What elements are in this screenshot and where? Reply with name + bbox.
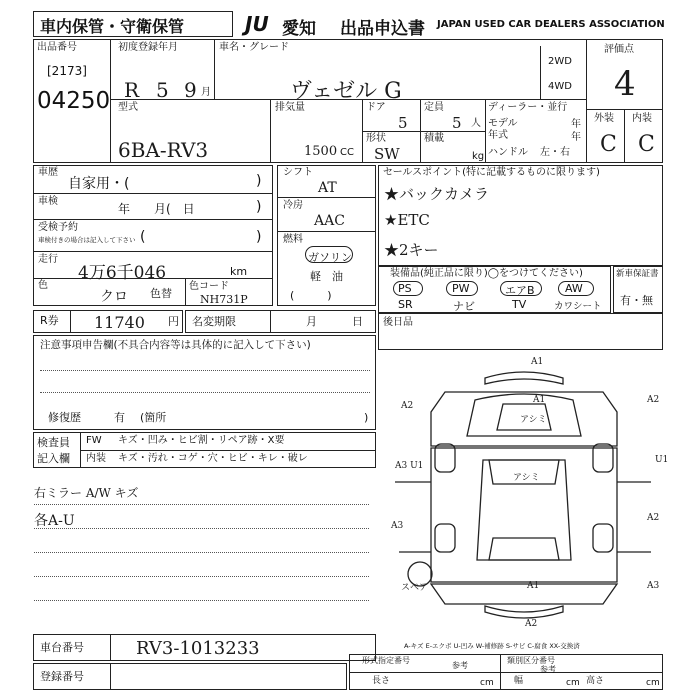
spec-length: 長さ [372,676,391,686]
diagram-label-a1-rear: A1 [527,581,540,591]
recycle-value: 11740 [94,313,145,332]
history-value: 自家用・( [68,176,130,192]
inspection-label: 車検 [38,196,58,207]
recycle-label: R券 [40,314,59,327]
fuel-gas: ガソリン [308,251,352,264]
diagram-label-a2-rear: A2 [525,619,538,629]
diagram-label-a2-left: A2 [401,401,414,411]
mileage-label: 走行 [38,254,58,265]
history-close: ) [256,173,262,189]
class-label: 類別区分番号 [507,656,555,665]
equip-navi: ナビ [453,300,475,313]
inspector-row2-items: キズ・汚れ・コゲ・穴・ヒビ・キレ・破レ [118,453,308,464]
year-label: 年式 [488,130,508,141]
drive-4wd: 4WD [548,81,572,92]
receive-label: 受検予約 [38,222,78,233]
int-label: 内装 [632,113,652,124]
inspector-row2-label: 内装 [86,453,106,464]
car-damage-diagram [385,352,669,629]
repair-paren: (箇所 [140,411,167,424]
color-code-label: 色コード [189,281,229,292]
shape-value: SW [374,145,400,163]
notes-label: 注意事項申告欄(不具合内容等は具体的に記入して下さい) [40,339,311,351]
weight-unit: kg [472,151,485,162]
receive-open: ( [140,229,146,245]
diagram-label-u1-right: U1 [655,455,669,465]
class-ref: 参考 [540,665,556,674]
ext-grade: C [600,132,617,157]
shift-value: AT [318,180,337,196]
ju-logo: JU [245,12,269,36]
diagram-label-a2-right: A2 [647,395,660,405]
fuel-label: 燃料 [283,234,303,245]
title-box-text: 車内保管・守衛保管 [40,17,185,36]
equip-tv: TV [512,298,527,311]
repair-value: 有 [114,411,125,424]
fuel-paren: ( ) [290,289,332,302]
displacement-unit: CC [340,147,354,158]
equip-seat: カワシート [554,301,602,312]
int-grade: C [638,132,655,157]
drive-2wd: 2WD [548,56,572,67]
spec-label: 形式指定番号 [362,656,410,665]
car-name-value: ヴェゼル G [290,79,402,104]
inspector-label-2: 記入欄 [37,452,70,465]
color-label: 色 [38,280,48,291]
registration-era: R [124,78,140,102]
repair-label: 修復歴 [48,411,81,424]
spec-width-unit: cm [566,678,580,688]
doors-label: ドア [366,102,386,113]
doors-value: 5 [398,114,408,132]
recycle-unit: 円 [168,315,179,328]
sales-point-1: ★バックカメラ [384,185,490,203]
spec-ref: 参考 [452,661,468,670]
diagram-label-a3-left: A3 U1 [395,461,424,471]
equip-ps: PS [398,282,412,295]
lot-number: 04250 [37,88,111,114]
equip-aw: AW [565,282,583,295]
color-value: クロ [100,289,128,305]
color-code-value: NH731P [200,293,248,306]
weight-label: 積載 [424,133,444,144]
fuel-diesel: 軽 油 [310,270,343,283]
spec-length-unit: cm [480,678,494,688]
diagram-label-a3-rear: A3 [647,581,660,591]
inspection-close: ) [256,199,262,215]
model-value: 6BA-RV3 [118,138,209,162]
warranty-label: 新車保証書 [616,269,659,279]
chassis-value: RV3-1013233 [136,638,260,659]
lot-sub-number: [2173] [47,64,87,78]
inspector-row1-label: FW [86,435,102,446]
sales-points-label: セールスポイント(特に記載するものに限ります) [383,167,600,178]
hand-note-1: 右ミラー A/W キズ [34,486,139,500]
diagram-label-ashimi-front: アシミ [520,415,547,425]
shift-label: シフト [283,167,313,178]
capacity-label: 定員 [424,102,444,113]
tax-month: 月 [306,315,317,328]
spec-height-unit: cm [646,678,660,688]
brand-name: 愛知 [282,19,316,39]
hand-note-2: 各A-U [34,513,75,529]
displacement-label: 排気量 [275,102,305,113]
model-year-unit: 年 [571,119,581,130]
diagram-label-a1-hood: A1 [533,395,546,405]
chassis-label: 車台番号 [40,641,84,654]
displacement-value: 1500 [304,144,338,159]
handle-options: 左・右 [540,147,570,158]
association-name: JAPAN USED CAR DEALERS ASSOCIATION [437,19,665,30]
equip-sr: SR [398,298,413,311]
after-date-label: 後日品 [383,317,413,328]
diagram-label-ashimi-roof: アシミ [513,473,540,483]
history-label: 車歴 [38,167,58,178]
mileage-unit: km [230,265,248,278]
model-year-label: モデル [488,118,518,129]
after-date-frame [378,313,663,350]
aircon-label: 冷房 [283,200,303,211]
equipment-label: 装備品(純正品に限り)◯をつけてください) [390,268,583,279]
tax-label: 名変期限 [192,315,236,328]
inspection-text: 年 月( 日 [118,202,195,216]
sales-point-3: ★2キー [384,241,439,259]
tax-day: 日 [352,315,363,328]
diagram-label-a3-bottom: A3 [391,521,404,531]
registration-year: 5 [156,78,169,102]
capacity-value: 5 [452,114,462,132]
model-label: 型式 [118,102,138,113]
equip-airb: エアB [505,284,535,297]
receive-close: ) [256,229,262,245]
inspector-row1-items: キズ・凹み・ヒビ割・リペア跡・X要 [118,435,285,446]
receive-note: 車検付きの場合は記入して下さい [38,236,136,244]
lot-label: 出品番号 [37,42,77,53]
score-label: 評価点 [604,44,634,55]
color-change-label: 色替 [150,287,172,300]
registration-month-unit: 月 [201,87,211,98]
form-title: 出品申込書 [340,19,425,39]
inspector-label-1: 検査員 [37,436,70,449]
equip-pw: PW [452,282,470,295]
warranty-options: 有・無 [620,294,653,307]
handle-label: ハンドル [488,147,528,158]
diagram-label-a2-right-2: A2 [647,513,660,523]
car-name-label: 車名・グレード [219,42,289,53]
diagram-label-a1-front: A1 [531,357,544,367]
aircon-value: AAC [314,213,345,229]
registration-label: 初度登録年月 [118,42,178,53]
reg-number-label: 登録番号 [40,670,84,683]
shape-label: 形状 [366,133,386,144]
capacity-unit: 人 [471,118,481,129]
ext-label: 外装 [594,113,614,124]
mileage-value: 4万6千046 [78,263,167,283]
score-value: 4 [614,64,636,104]
spec-height: 高さ [586,676,605,686]
sales-point-2: ★ETC [384,211,430,229]
repair-close: ) [364,411,369,424]
year-unit: 年 [571,132,581,143]
diagram-label-spare: スペア [401,583,429,593]
registration-month: 9 [184,78,197,102]
spec-width: 幅 [514,676,524,686]
diagram-legend: A-キズ E-エクボ U-凹み W-補修跡 S-サビ C-腐食 XX-交換済 [404,642,580,650]
dealer-label: ディーラー・並行 [488,102,568,113]
